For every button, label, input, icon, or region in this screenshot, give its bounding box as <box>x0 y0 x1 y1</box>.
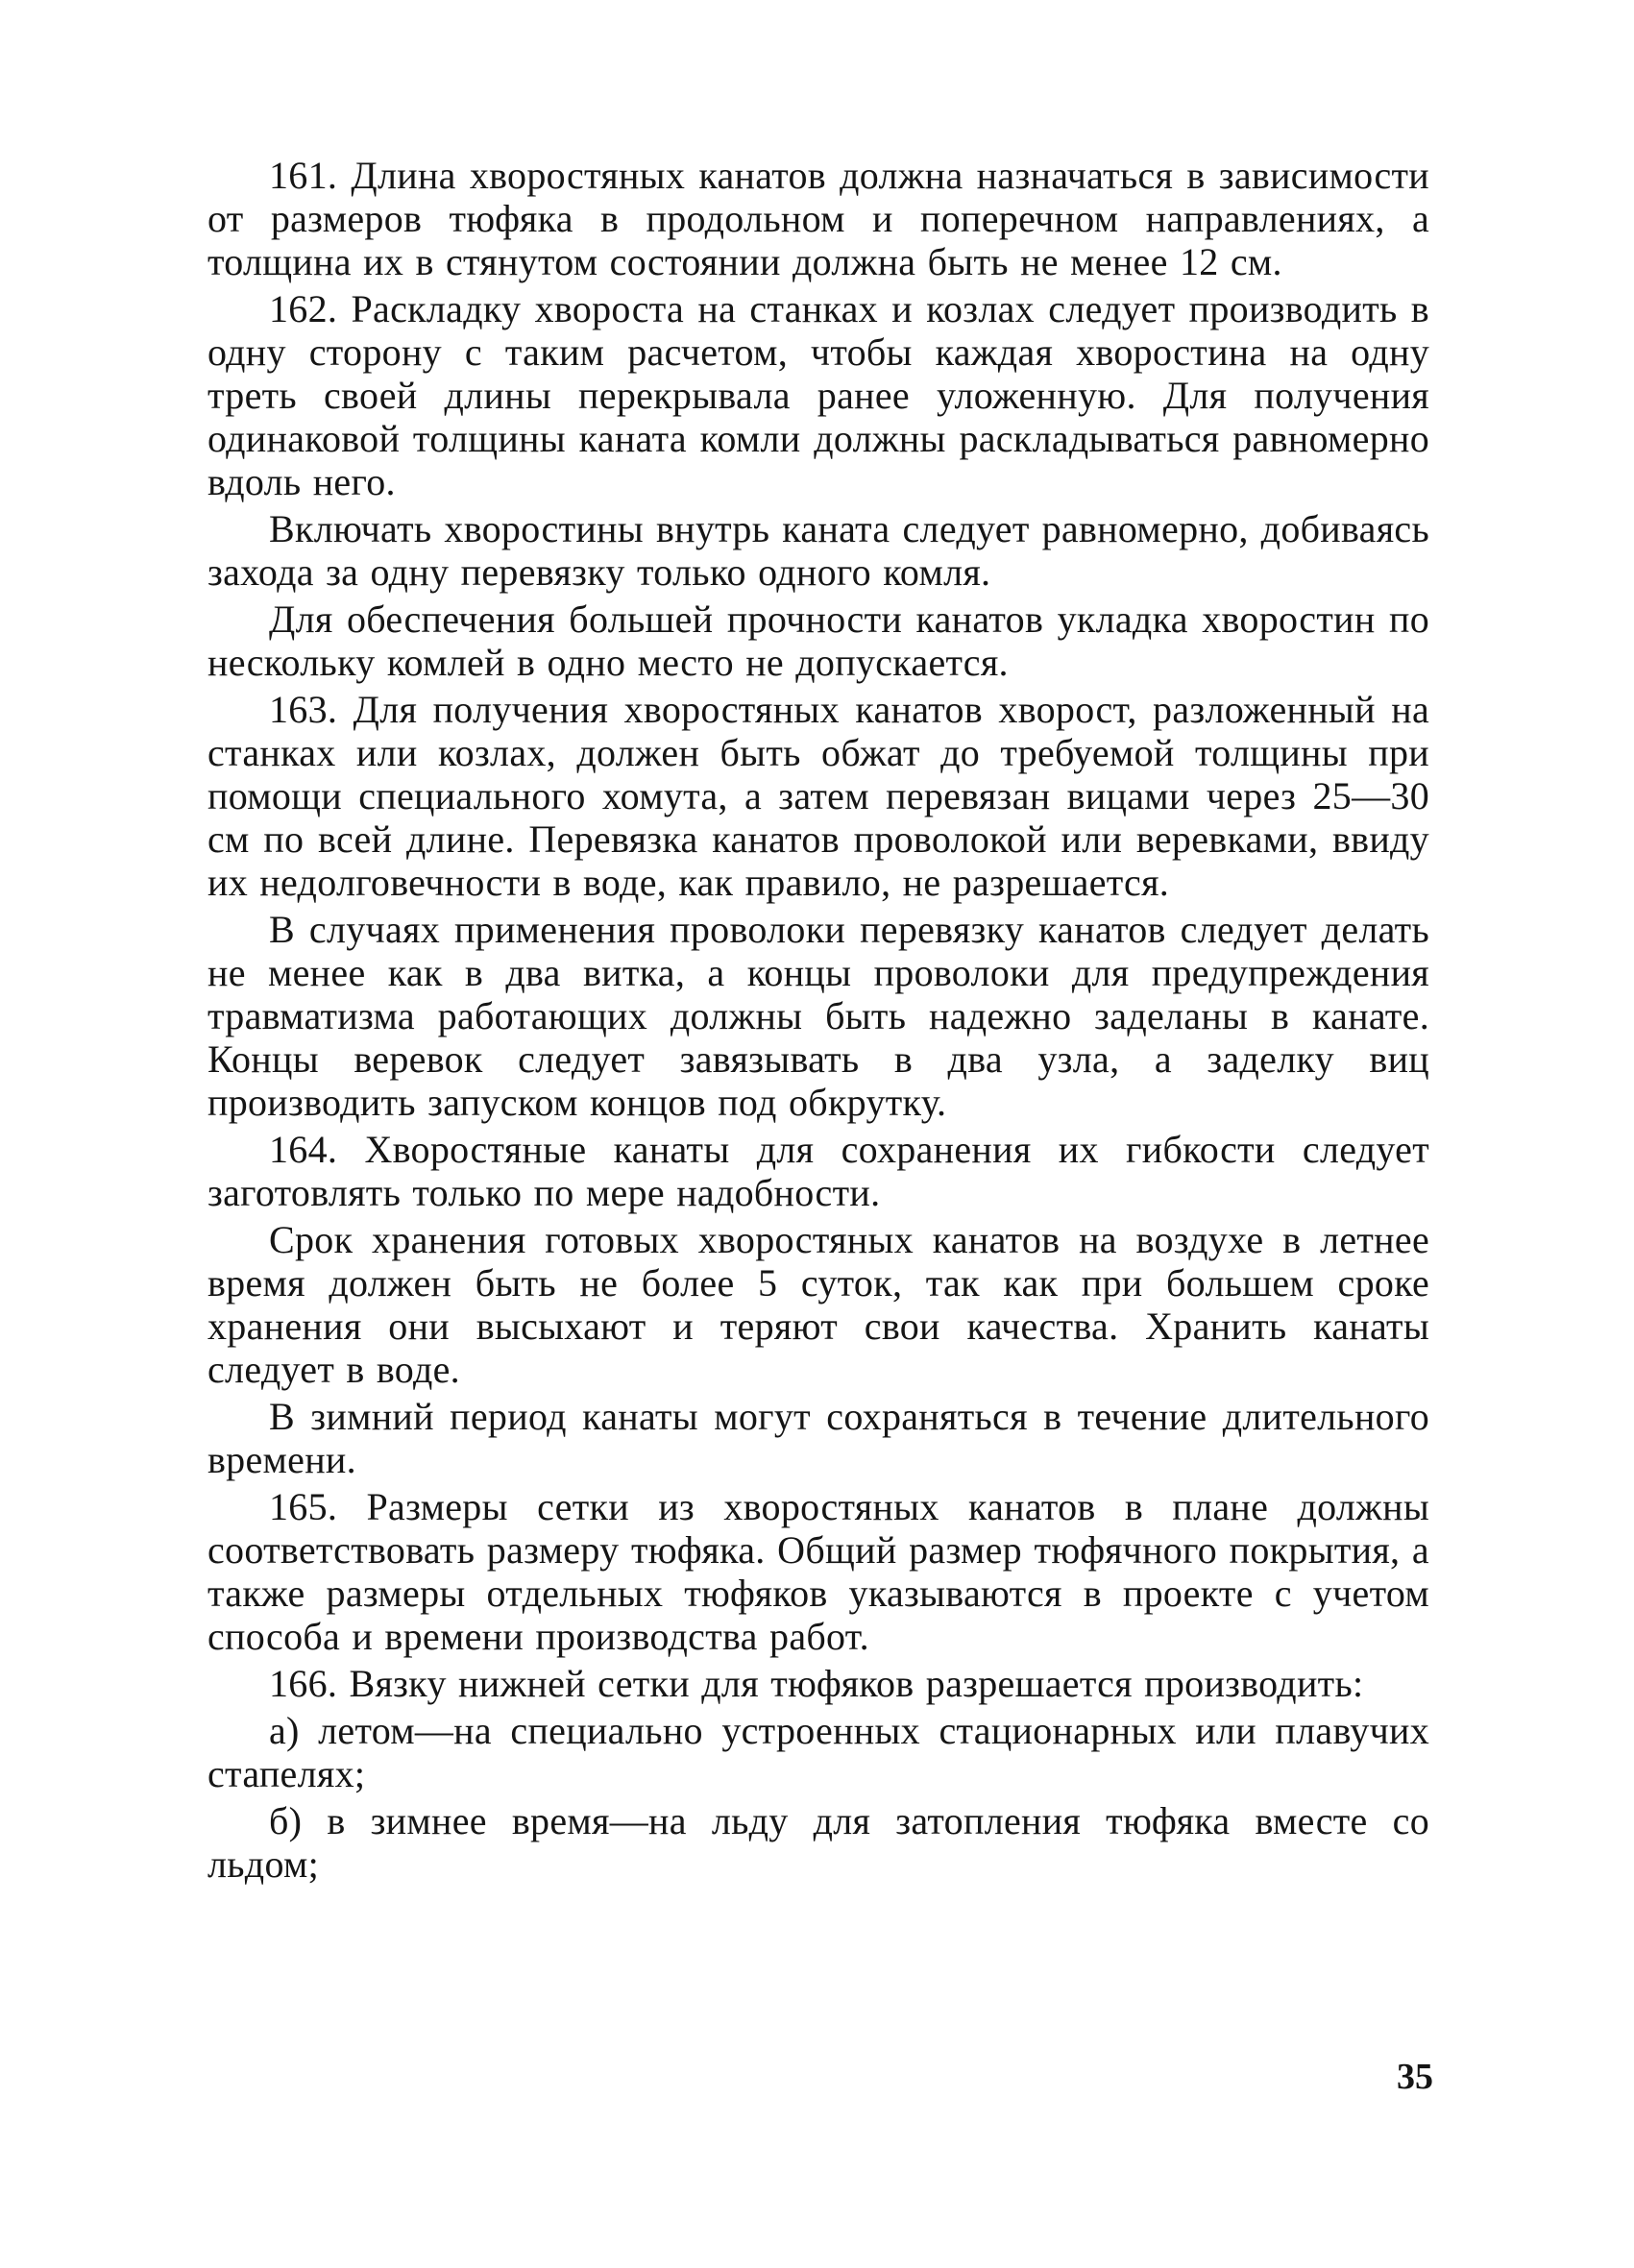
paragraph-166-a: а) летом—на специально устроенных стационарных или плавучих стапелях; <box>207 1709 1429 1795</box>
paragraph-161: 161. Длина хворостяных канатов должна назначаться в зависимости от размеров тюфяка в продольном и поперечном направлениях, а толщина их в стянутом состоянии должна быть не менее 12 см. <box>207 154 1429 283</box>
paragraph-162: 162. Раскладку хвороста на станках и козлах следует производить в одну сторону с таким расчетом, чтобы каждая хворостина на одну треть своей длины перекрывала ранее уложенную. Для получения одинаковой толщины каната комли должны раскладываться равномерно вдоль него. <box>207 287 1429 503</box>
paragraph-164-storage: Срок хранения готовых хворостяных канатов на воздухе в летнее время должен быть не более 5 суток, так как при большем сроке хранения они высыхают и теряют свои качества. Хранить канаты следует в воде. <box>207 1218 1429 1391</box>
paragraph-163-wire: В случаях применения проволоки перевязку канатов следует делать не менее как в два витка, а концы проволоки для предупреждения травматизма работающих должны быть надежно заделаны в канате. Концы веревок следует завязывать в два узла, а заделку виц производить запуском концов под обкрутку. <box>207 908 1429 1124</box>
text-column <box>207 154 1429 1890</box>
paragraph-166-b: б) в зимнее время—на льду для затопления тюфяка вместе со льдом; <box>207 1799 1429 1886</box>
page-number: 35 <box>1397 2057 1433 2097</box>
paragraph-163: 163. Для получения хворостяных канатов хворост, разложенный на станках или козлах, должен быть обжат до требуемой толщины при помощи специального хомута, а затем перевязан вицами через 25—30 см по всей длине. Перевязка канатов проволокой или веревками, ввиду их недолговечности в воде, как правило, не разрешается. <box>207 688 1429 904</box>
paragraph-165: 165. Размеры сетки из хворостяных канатов в плане должны соответствовать размеру тюфяка. Общий размер тюфячного покрытия, а также размеры отдельных тюфяков указываются в проекте с учетом способа и времени производства работ. <box>207 1485 1429 1658</box>
paragraph-162-strength: Для обеспечения большей прочности канатов укладка хворостин по нескольку комлей в одно место не допускается. <box>207 597 1429 684</box>
paragraph-164-winter: В зимний период канаты могут сохраняться в течение длительного времени. <box>207 1395 1429 1481</box>
paragraph-162-include: Включать хворостины внутрь каната следует равномерно, добиваясь захода за одну перевязку только одного комля. <box>207 507 1429 594</box>
paragraph-166: 166. Вязку нижней сетки для тюфяков разрешается производить: <box>269 1662 1364 1705</box>
paragraph-164: 164. Хворостяные канаты для сохранения их гибкости следует заготовлять только по мере надобности. <box>207 1128 1429 1214</box>
